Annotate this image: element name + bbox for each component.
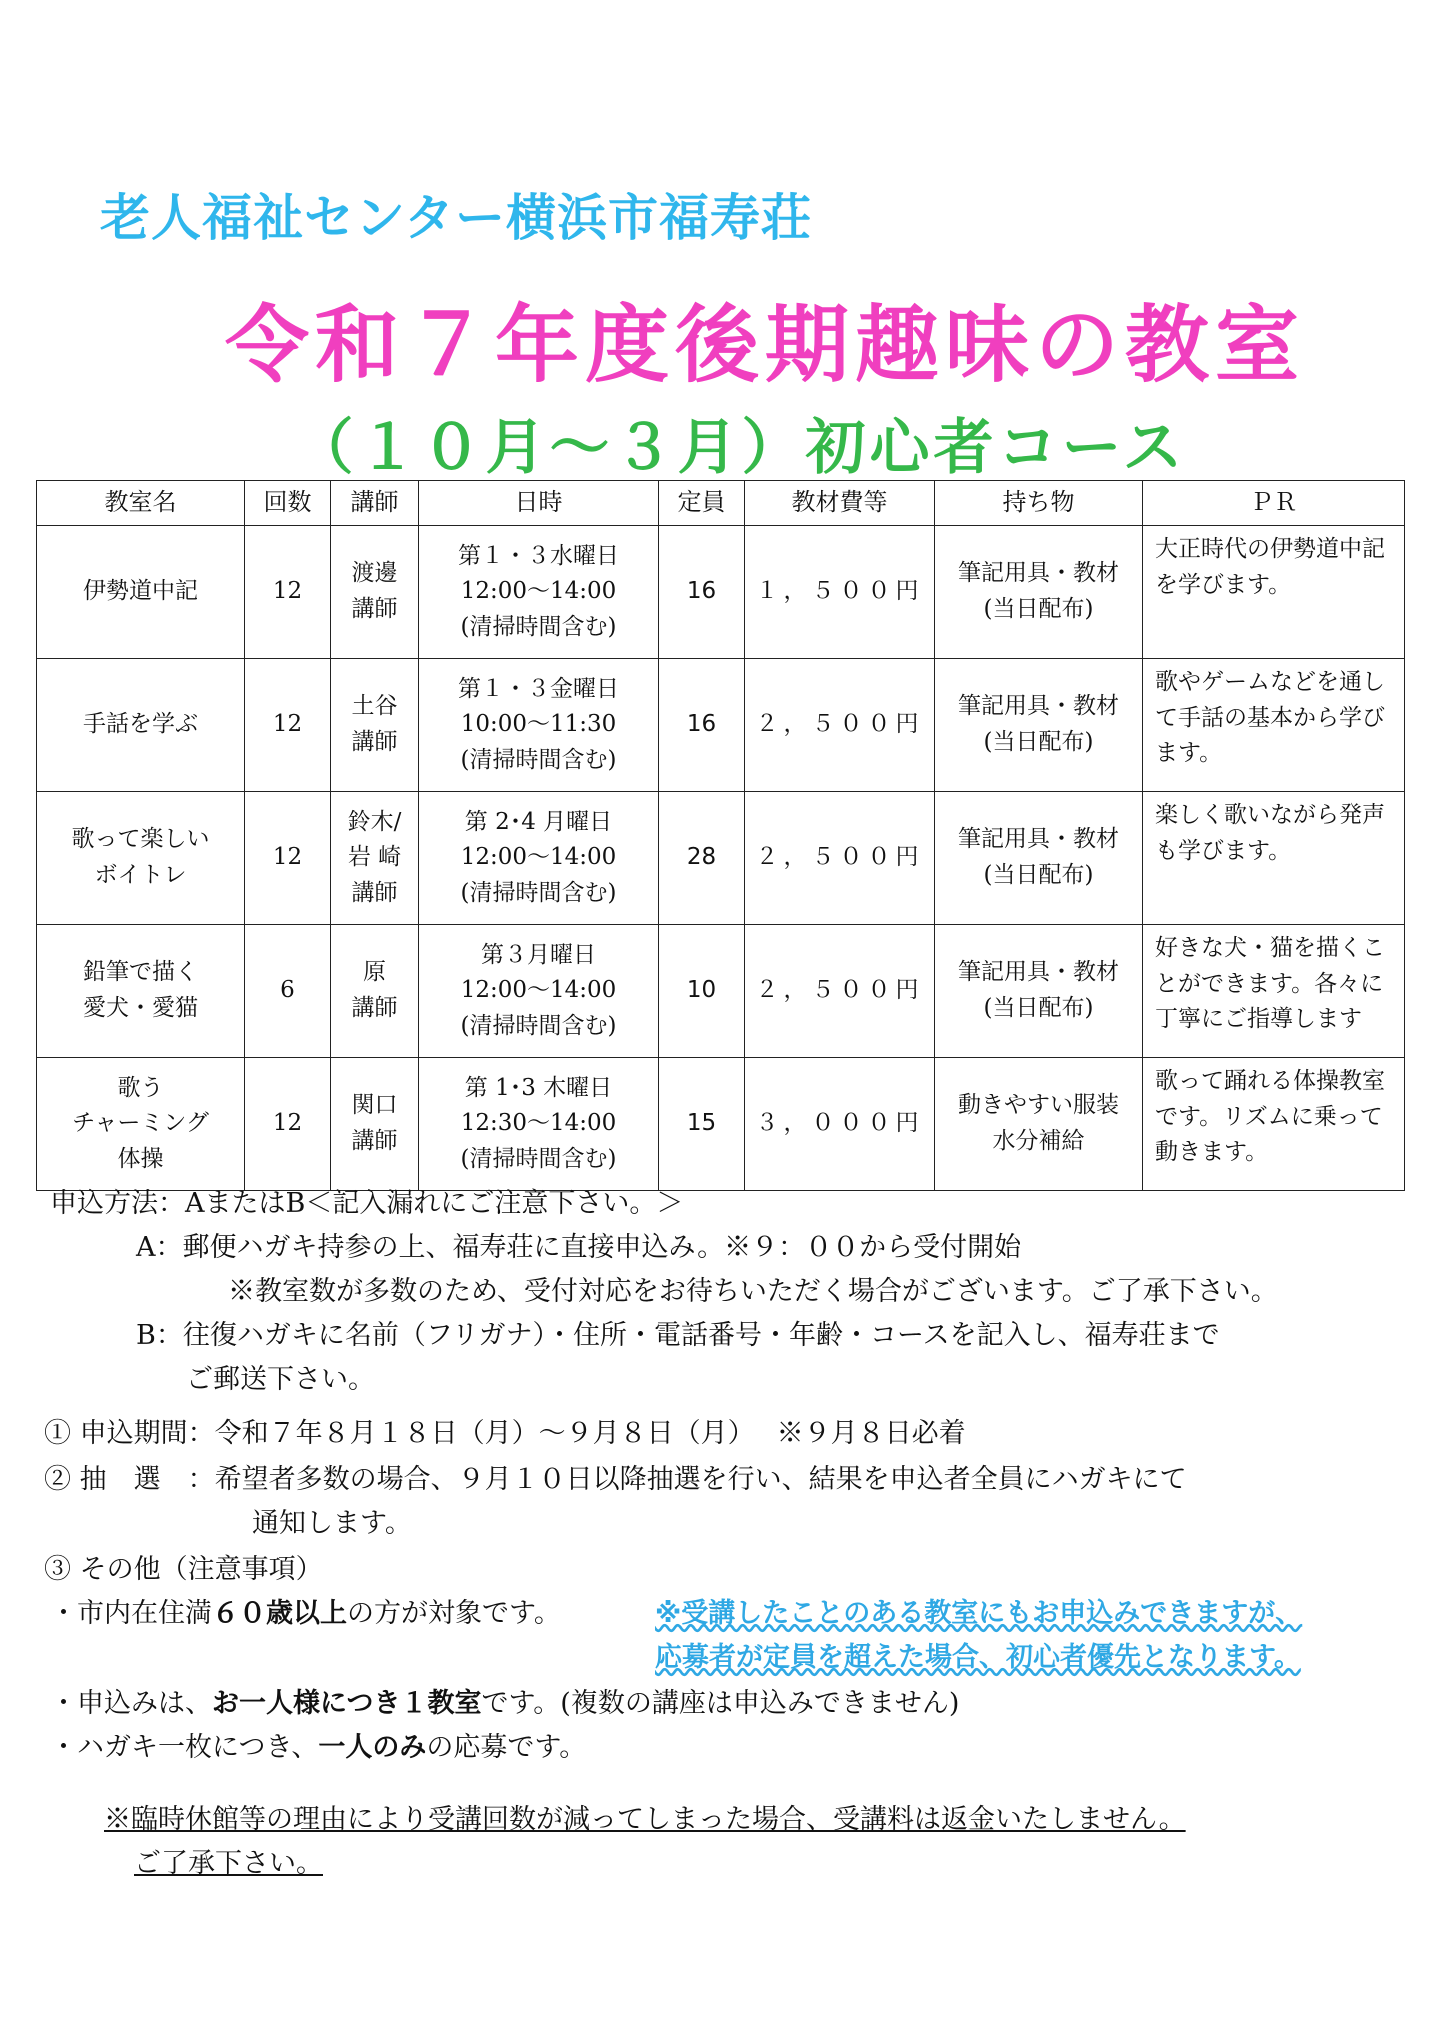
schedule-day: 第１・３水曜日 [458, 542, 619, 569]
organization-title: 老人福祉センター横浜市福寿荘 [100, 189, 812, 247]
items-cell [935, 792, 1143, 925]
class-name: チャーミング [72, 1110, 209, 1137]
session-count: 12 [245, 1058, 331, 1191]
schedule-note: (清掃時間含む) [460, 879, 617, 906]
pr-line: も学びます。 [1155, 837, 1292, 864]
items-line: (当日配布) [983, 862, 1094, 888]
method-b: B：往復ハガキに名前（フリガナ）・住所・電話番号・年齢・コースを記入し、福寿荘まで [136, 1320, 1220, 1351]
refund-notice: ※臨時休館等の理由により受講回数が減ってしまった場合、受講料は返金いたしません。 [104, 1804, 1186, 1835]
one-person-per-card [50, 1732, 586, 1764]
application-method: 申込方法：AまたはB＜記入漏れにご注意下さい。＞ [50, 1188, 684, 1219]
class-name-cell [37, 925, 245, 1058]
material-fee: １，５００円 [745, 526, 935, 659]
class-name-cell [37, 792, 245, 925]
teacher-title: 講師 [351, 1128, 398, 1154]
capacity: 10 [659, 925, 745, 1058]
schedule-cell [419, 526, 659, 659]
pr-line: 歌やゲームなどを通し [1155, 669, 1385, 695]
column-header: 持ち物 [935, 481, 1143, 526]
class-name: 愛犬・愛猫 [83, 995, 198, 1021]
page-subtitle: （１０月～３月）初心者コース [293, 413, 1187, 483]
pr-cell [1143, 792, 1405, 925]
class-name: 伊勢道中記 [83, 578, 198, 605]
schedule-day: 第 2･4 月曜日 [464, 808, 613, 835]
items-line: (当日配布) [983, 596, 1094, 622]
material-fee: ３，０００円 [745, 1058, 935, 1191]
material-fee: ２，５００円 [745, 659, 935, 792]
schedule-cell [419, 1058, 659, 1191]
session-count: 12 [245, 526, 331, 659]
card-text: の応募です。 [426, 1732, 587, 1763]
limit-text: ・申込みは、 [50, 1688, 212, 1719]
eligibility-text: ・市内在住満 [50, 1598, 212, 1629]
pr-line: とができます。各々に [1155, 970, 1384, 997]
column-header: ＰＲ [1143, 481, 1405, 526]
card-text: ・ハガキ一枚につき、 [50, 1732, 319, 1763]
method-b-cont: ご郵送下さい。 [186, 1364, 375, 1395]
card-emphasis: 一人のみ [318, 1732, 427, 1763]
pr-cell [1143, 659, 1405, 792]
teacher-cell [331, 1058, 419, 1191]
teacher-title: 講師 [351, 596, 398, 622]
session-count: 12 [245, 792, 331, 925]
teacher-name: 関口 [351, 1092, 398, 1119]
items-cell [935, 526, 1143, 659]
pr-line: ます。 [1155, 740, 1223, 767]
repeat-notice: ※受講したことのある教室にもお申込みできますが、 [655, 1598, 1303, 1629]
application-period: ① 申込期間：令和７年８月１８日（月）～９月８日（月） ※９月８日必着 [44, 1418, 966, 1449]
table-row [37, 925, 1405, 1058]
class-name: 体操 [117, 1145, 164, 1172]
capacity: 15 [659, 1058, 745, 1191]
schedule-time: 12:00～14:00 [460, 844, 617, 871]
page-title: 令和７年度後期趣味の教室 [224, 296, 1305, 394]
other-notes-heading: ③ その他（注意事項） [44, 1554, 323, 1585]
method-a: A：郵便ハガキ持参の上、福寿荘に直接申込み。※９：００から受付開始 [136, 1232, 1022, 1263]
class-name-cell [37, 526, 245, 659]
items-line: 水分補給 [992, 1128, 1085, 1154]
session-count: 12 [245, 659, 331, 792]
schedule-note: (清掃時間含む) [460, 1012, 617, 1039]
teacher-name: 土谷 [351, 693, 398, 720]
table-row [37, 526, 1405, 659]
limit-emphasis: お一人様につき１教室 [212, 1688, 482, 1719]
schedule-time: 10:00～11:30 [460, 711, 617, 738]
schedule-note: (清掃時間含む) [460, 1145, 617, 1172]
schedule-time: 12:30～14:00 [460, 1110, 617, 1137]
schedule-cell [419, 792, 659, 925]
items-line: 筆記用具・教材 [958, 826, 1119, 853]
capacity: 28 [659, 792, 745, 925]
eligibility-text: の方が対象です。 [347, 1598, 561, 1629]
column-header: 定員 [659, 481, 745, 526]
class-name-cell [37, 1058, 245, 1191]
method-a-note: ※教室数が多数のため、受付対応をお待ちいただく場合がございます。ご了承下さい。 [228, 1276, 1278, 1307]
beginner-priority-notice: 応募者が定員を超えた場合、初心者優先となります。 [655, 1642, 1301, 1673]
items-line: 筆記用具・教材 [958, 959, 1119, 986]
items-cell [935, 925, 1143, 1058]
pr-cell [1143, 925, 1405, 1058]
teacher-title: 講師 [351, 879, 398, 906]
table-row [37, 1058, 1405, 1191]
teacher-title: 講師 [351, 995, 398, 1021]
lottery: ② 抽 選 ：希望者多数の場合、９月１０日以降抽選を行い、結果を申込者全員にハガキにて [44, 1464, 1187, 1495]
pr-cell [1143, 526, 1405, 659]
schedule-time: 12:00～14:00 [460, 977, 617, 1004]
column-header: 回数 [245, 481, 331, 526]
schedule-day: 第３月曜日 [481, 941, 596, 968]
teacher-name: 原 [363, 959, 386, 986]
teacher-cell [331, 659, 419, 792]
pr-line: 楽しく歌いながら発声 [1155, 802, 1385, 828]
class-name: 歌って楽しい [71, 826, 210, 853]
pr-line: 歌って踊れる体操教室 [1155, 1068, 1385, 1094]
pr-line: 好きな犬・猫を描くこ [1155, 935, 1385, 961]
column-header: 教室名 [37, 481, 245, 526]
table-row [37, 659, 1405, 792]
items-line: (当日配布) [983, 995, 1094, 1021]
pr-line: を学びます。 [1155, 571, 1292, 598]
eligibility [50, 1598, 561, 1630]
items-cell [935, 1058, 1143, 1191]
capacity: 16 [659, 526, 745, 659]
teacher-name: 渡邊 [351, 560, 398, 587]
items-line: 筆記用具・教材 [958, 693, 1119, 720]
schedule-day: 第 1･3 木曜日 [464, 1074, 613, 1101]
class-schedule-table [36, 480, 1405, 1191]
schedule-time: 12:00～14:00 [460, 578, 617, 605]
pr-line: です。リズムに乗って [1155, 1103, 1383, 1130]
teacher-title: 講師 [351, 729, 398, 755]
items-line: 動きやすい服装 [958, 1092, 1119, 1119]
refund-notice-cont: ご了承下さい。 [134, 1848, 323, 1879]
pr-cell [1143, 1058, 1405, 1191]
table-header-row [37, 481, 1405, 526]
capacity: 16 [659, 659, 745, 792]
items-line: 筆記用具・教材 [958, 560, 1119, 587]
column-header: 講師 [331, 481, 419, 526]
material-fee: ２，５００円 [745, 792, 935, 925]
column-header: 日時 [419, 481, 659, 526]
column-header: 教材費等 [745, 481, 935, 526]
pr-line: 動きます。 [1155, 1139, 1269, 1166]
pr-line: 丁寧にご指導します [1155, 1006, 1362, 1033]
schedule-note: (清掃時間含む) [460, 746, 617, 773]
schedule-cell [419, 925, 659, 1058]
one-class-limit [50, 1688, 959, 1720]
class-name: ボイトレ [94, 862, 187, 888]
class-name: 歌う [117, 1074, 164, 1101]
teacher-name: 岩 崎 [347, 844, 402, 871]
material-fee: ２，５００円 [745, 925, 935, 1058]
class-name: 手話を学ぶ [83, 711, 198, 738]
table-row [37, 792, 1405, 925]
items-line: (当日配布) [983, 729, 1094, 755]
teacher-cell [331, 792, 419, 925]
items-cell [935, 659, 1143, 792]
class-name-cell [37, 659, 245, 792]
pr-line: て手話の基本から学び [1155, 704, 1385, 731]
schedule-cell [419, 659, 659, 792]
lottery-cont: 通知します。 [252, 1508, 412, 1539]
schedule-day: 第１・３金曜日 [458, 675, 619, 702]
limit-text: です。(複数の講座は申込みできません) [481, 1688, 960, 1719]
teacher-cell [331, 925, 419, 1058]
session-count: 6 [245, 925, 331, 1058]
teacher-name: 鈴木/ [347, 808, 402, 835]
eligibility-age: ６０歳以上 [212, 1598, 347, 1629]
class-name: 鉛筆で描く [83, 959, 198, 986]
schedule-note: (清掃時間含む) [460, 613, 617, 640]
pr-line: 大正時代の伊勢道中記 [1155, 536, 1385, 562]
teacher-cell [331, 526, 419, 659]
